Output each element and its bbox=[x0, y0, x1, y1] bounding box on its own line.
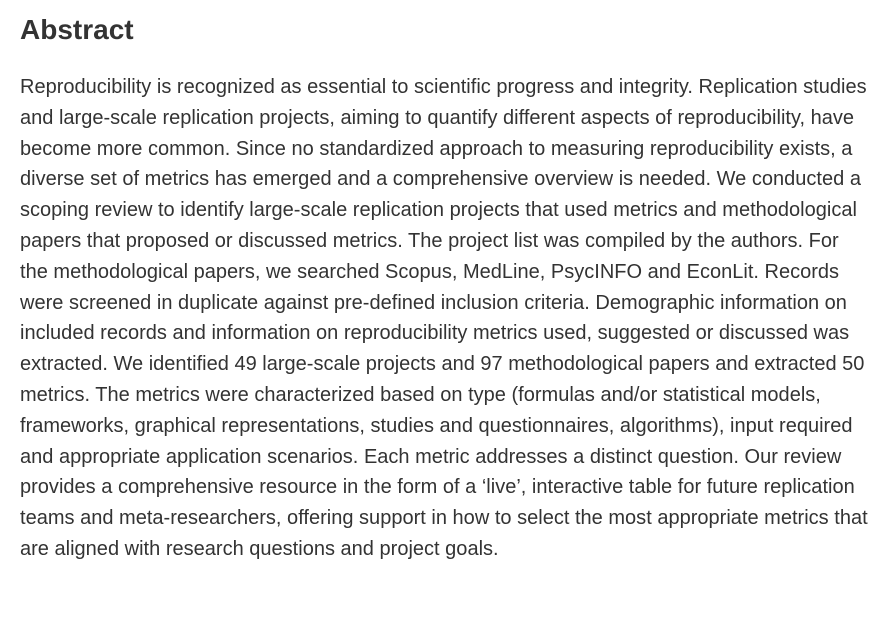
abstract-heading: Abstract bbox=[20, 14, 134, 45]
abstract-text: Reproducibility is recognized as essential to scientific progress and integrity. Replication studies and large-scale replication projects, aiming to quantify different aspects of reproducibility, have become more common. Since no standardized approach to measuring reproducibility exists, a diverse set of metrics has emerged and a comprehensive overview is needed. We conducted a scoping review to identify large-scale replication projects that used metrics and methodological papers that proposed or discussed metrics. The project list was compiled by the authors. For the methodological papers, we searched Scopus, MedLine, PsycINFO and EconLit. Records were screened in duplicate against pre-defined inclusion criteria. Demographic information on included records and information on reproducibility metrics used, suggested or discussed was extracted. We identified 49 large-scale projects and 97 methodological papers and extracted 50 metrics. The metrics were characterized based on type (formulas and/or statistical models, frameworks, graphical representations, studies and questionnaires, algorithms), input required and appropriate application scenarios. Each metric addresses a distinct question. Our review provides a comprehensive resource in the form of a ‘live’, interactive table for future replication teams and meta-researchers, offering support in how to select the most appropriate metrics that are aligned with research questions and project goals. bbox=[20, 76, 868, 560]
